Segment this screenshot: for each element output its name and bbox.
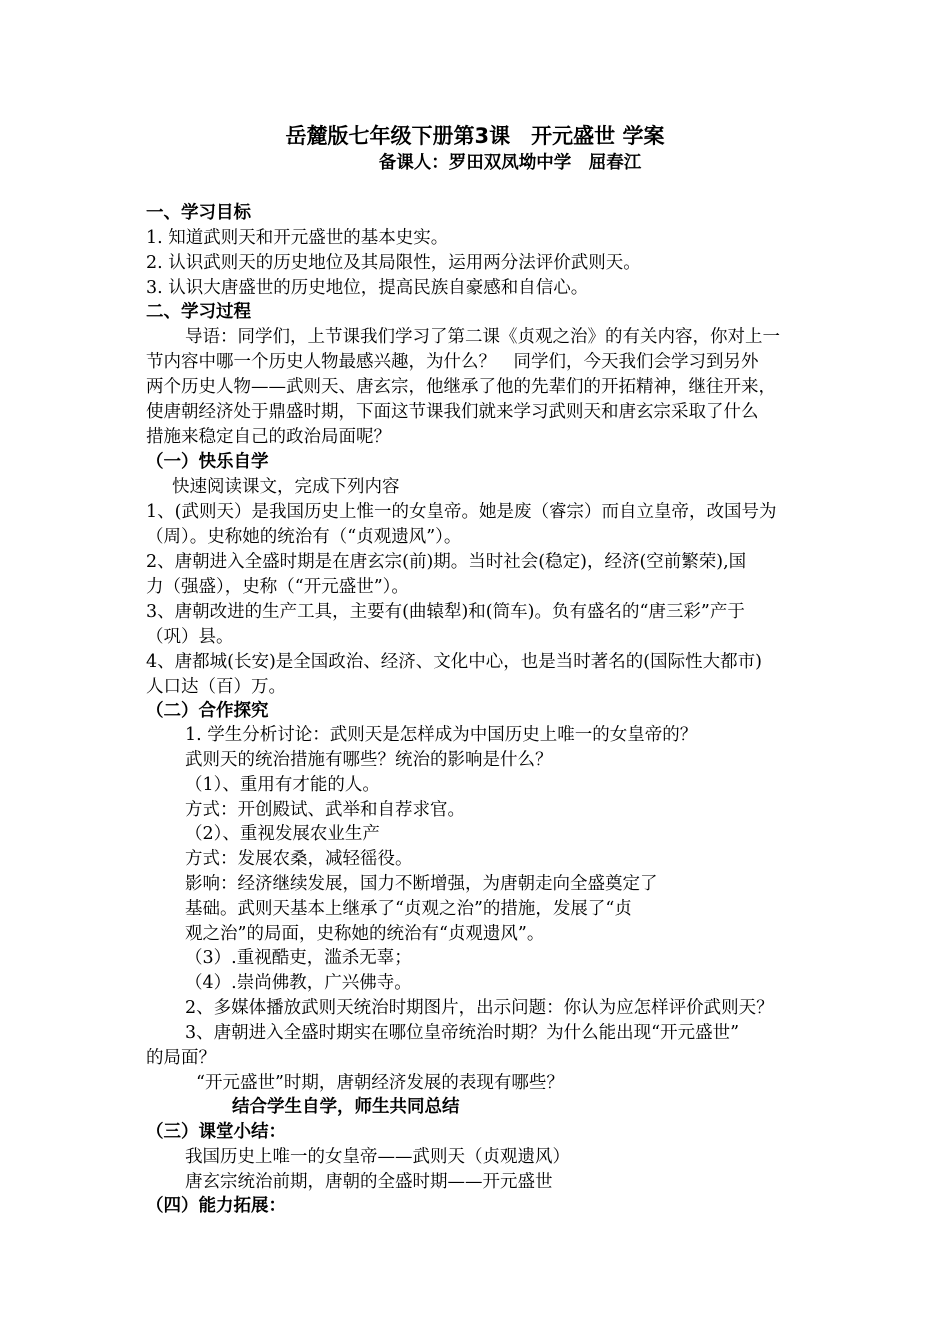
- self-study-line: 2、唐朝进入全盛时期是在唐玄宗(前)期。当时社会(稳定)，经济(空前繁荣),国: [146, 552, 747, 572]
- intro-line: 导语：同学们，上节课我们学习了第二课《贞观之治》的有关内容，你对上一: [185, 327, 780, 347]
- self-study-line: 4、唐都城(长安)是全国政治、经济、文化中心，也是当时著名的(国际性大都市): [146, 652, 762, 672]
- cooperation-line: （2）、重视发展农业生产: [185, 824, 380, 844]
- intro-line: 措施来稳定自己的政治局面呢？: [146, 427, 391, 447]
- cooperation-line: 武则天的统治措施有哪些？统治的影响是什么？: [185, 750, 553, 770]
- goal-item: 1. 知道武则天和开元盛世的基本史实。: [146, 228, 449, 248]
- summary-line: 我国历史上唯一的女皇帝——武则天（贞观遗风）: [185, 1147, 570, 1167]
- cooperation-line: 3、唐朝进入全盛时期实在哪位皇帝统治时期？为什么能出现“开元盛世”: [185, 1023, 740, 1043]
- cooperation-line: 2、多媒体播放武则天统治时期图片，出示问题：你认为应怎样评价武则天？: [185, 998, 774, 1018]
- document-title: 岳麓版七年级下册第3课 开元盛世 学案: [285, 124, 665, 148]
- cooperation-line: （3）.重视酷吏，滥杀无辜；: [185, 948, 412, 968]
- self-study-line: （周）。史称她的统治有（“贞观遗风”）。: [146, 527, 462, 547]
- cooperation-line: “开元盛世”时期，唐朝经济发展的表现有哪些？: [196, 1073, 564, 1093]
- cooperation-line: （1）、重用有才能的人。: [185, 775, 380, 795]
- document-subtitle: 备课人：罗田双凤坳中学 屈春江: [378, 153, 642, 173]
- self-study-line: 人口达（百）万。: [146, 677, 286, 697]
- cooperation-line: 方式：开创殿试、武举和自荐求官。: [185, 800, 465, 820]
- goal-item: 2. 认识武则天的历史地位及其局限性，运用两分法评价武则天。: [146, 253, 641, 273]
- cooperation-line: （4）.崇尚佛教，广兴佛寺。: [185, 973, 412, 993]
- cooperation-line: 观之治”的局面，史称她的统治有“贞观遗风”。: [185, 924, 545, 944]
- self-study-line: 力（强盛），史称（“开元盛世”）。: [146, 577, 409, 597]
- part-heading-cooperation: （二）合作探究: [146, 701, 269, 721]
- intro-line: 节内容中哪一个历史人物最感兴趣，为什么？ 同学们，今天我们会学习到另外: [146, 352, 759, 372]
- self-study-line: 3、唐朝改进的生产工具，主要有(曲辕犁)和(筒车)。负有盛名的“唐三彩”产于: [146, 602, 745, 622]
- cooperation-summary: 结合学生自学，师生共同总结: [232, 1097, 460, 1117]
- section-heading-process: 二、学习过程: [146, 302, 251, 322]
- goal-item: 3. 认识大唐盛世的历史地位，提高民族自豪感和自信心。: [146, 278, 589, 298]
- self-study-line: 1、(武则天）是我国历史上惟一的女皇帝。她是废（睿宗）而自立皇帝，改国号为: [146, 502, 777, 522]
- summary-line: 唐玄宗统治前期，唐朝的全盛时期——开元盛世: [185, 1172, 553, 1192]
- intro-line: 两个历史人物——武则天、唐玄宗，他继承了他的先辈们的开拓精神，继往开来，: [146, 377, 776, 397]
- intro-line: 使唐朝经济处于鼎盛时期，下面这节课我们就来学习武则天和唐玄宗采取了什么: [146, 402, 759, 422]
- part-heading-summary: （三）课堂小结：: [146, 1122, 286, 1142]
- section-heading-goals: 一、学习目标: [146, 203, 251, 223]
- cooperation-line: 方式：发展农桑，减轻徭役。: [185, 849, 413, 869]
- cooperation-line: 影响：经济继续发展，国力不断增强，为唐朝走向全盛奠定了: [185, 874, 658, 894]
- part-heading-self-study: （一）快乐自学: [146, 452, 269, 472]
- cooperation-line: 1. 学生分析讨论：武则天是怎样成为中国历史上唯一的女皇帝的？: [185, 725, 698, 745]
- self-study-lead: 快速阅读课文，完成下列内容: [172, 477, 400, 497]
- self-study-line: （巩）县。: [146, 627, 234, 647]
- part-heading-extension: （四）能力拓展：: [146, 1196, 286, 1216]
- cooperation-line: 基础。武则天基本上继承了“贞观之治”的措施，发展了“贞: [185, 899, 632, 919]
- cooperation-line: 的局面？: [146, 1048, 216, 1068]
